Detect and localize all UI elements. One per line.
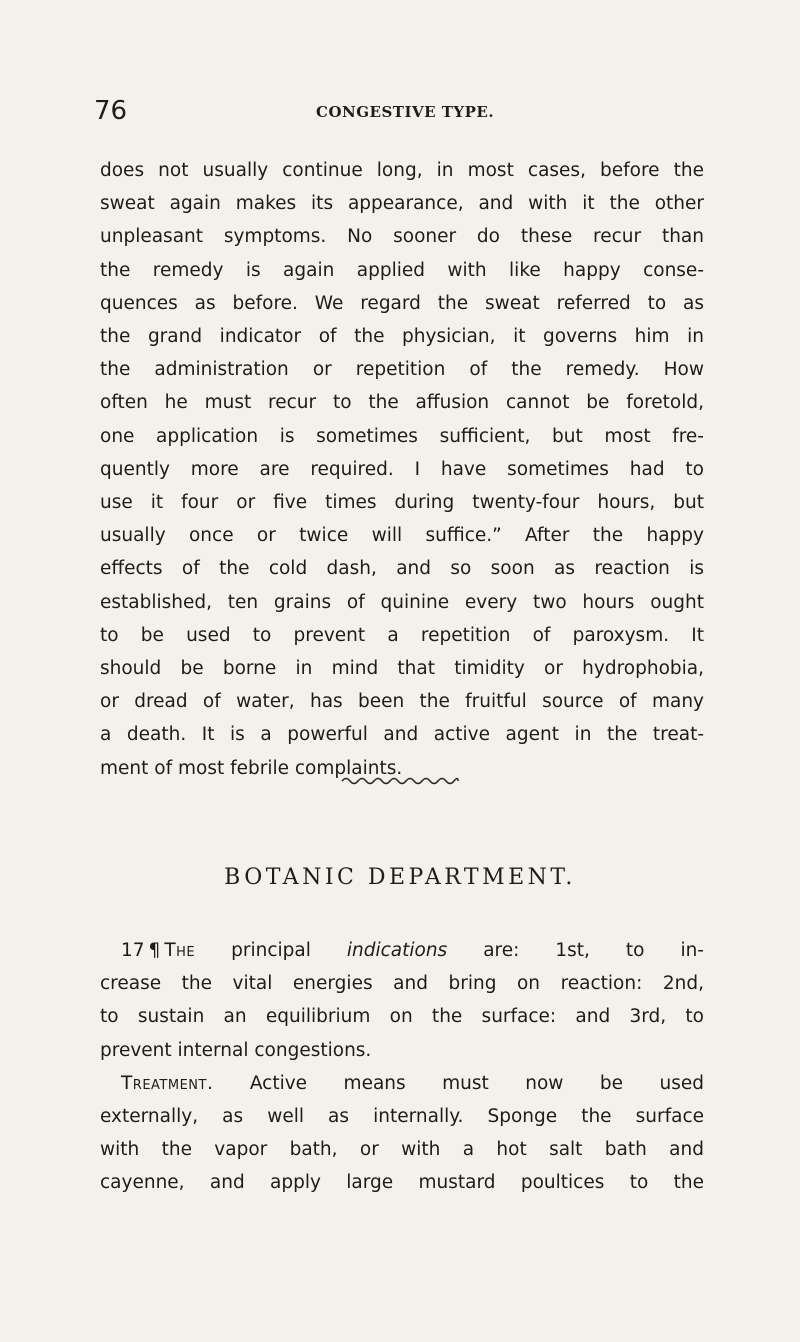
running-head: CONGESTIVE TYPE. xyxy=(316,103,495,121)
text-line xyxy=(100,1067,704,1100)
text-line: should be borne in mind that timidity or hydrophobia, xyxy=(100,658,704,680)
text-line: the remedy is again applied with like happy conse- xyxy=(100,259,704,281)
text-line: use it four or five times during twenty-four hours, but xyxy=(100,492,704,514)
text-line: quently more are required. I have sometimes had to xyxy=(100,458,704,480)
italic-term: indications xyxy=(346,940,448,961)
text-line: crease the vital energies and bring on reaction: 2nd, xyxy=(100,973,704,995)
paragraph-indications xyxy=(100,934,704,1200)
text-line: or dread of water, has been the fruitful source of many xyxy=(100,691,704,713)
text-line: to be used to prevent a repetition of paroxysm. It xyxy=(100,624,704,646)
lead-word: The xyxy=(164,940,196,961)
text-line: effects of the cold dash, and so soon as reaction is xyxy=(100,558,704,580)
lead-word: Treatment. xyxy=(121,1072,214,1094)
text-line: unpleasant symptoms. No sooner do these recur than xyxy=(100,226,704,248)
text-line: the grand indicator of the physician, it governs him in xyxy=(100,326,704,348)
text-line: usually once or twice will suffice.” After the happy xyxy=(100,525,704,547)
ornamental-divider xyxy=(340,774,460,788)
text-line: externally, as well as internally. Sponge the surface xyxy=(100,1106,704,1128)
text-line: ment of most febrile complaints. xyxy=(100,757,403,779)
text-line: quences as before. We regard the sweat referred to as xyxy=(100,292,704,314)
text-line: to sustain an equilibrium on the surface: and 3rd, to xyxy=(100,1006,704,1028)
text-line: with the vapor bath, or with a hot salt bath and xyxy=(100,1139,704,1161)
text-line xyxy=(100,934,704,967)
paragraph-number: 17 xyxy=(121,940,145,961)
text-run: principal xyxy=(195,940,347,961)
text-run: Active means must now be used xyxy=(213,1072,704,1094)
page-number: 76 xyxy=(94,96,128,126)
text-line: often he must recur to the affusion cannot be foretold, xyxy=(100,392,704,414)
text-line: does not usually continue long, in most cases, before the xyxy=(100,160,704,181)
paragraph-continuation xyxy=(100,154,704,785)
text-line: established, ten grains of quinine every two hours ought xyxy=(100,591,704,613)
text-line: a death. It is a powerful and active agent in the treat- xyxy=(100,724,704,746)
pilcrow-mark: ¶ xyxy=(148,940,161,961)
text-line: prevent internal congestions. xyxy=(100,1039,372,1061)
text-line: one application is sometimes sufficient, but most fre- xyxy=(100,425,704,447)
text-line: cayenne, and apply large mustard poultices to the xyxy=(100,1172,704,1194)
text-line: sweat again makes its appearance, and with it the other xyxy=(100,193,704,215)
text-run: are: 1st, to in- xyxy=(447,940,704,961)
text-line: the administration or repetition of the remedy. How xyxy=(100,359,704,381)
section-heading: BOTANIC DEPARTMENT. xyxy=(224,865,576,890)
